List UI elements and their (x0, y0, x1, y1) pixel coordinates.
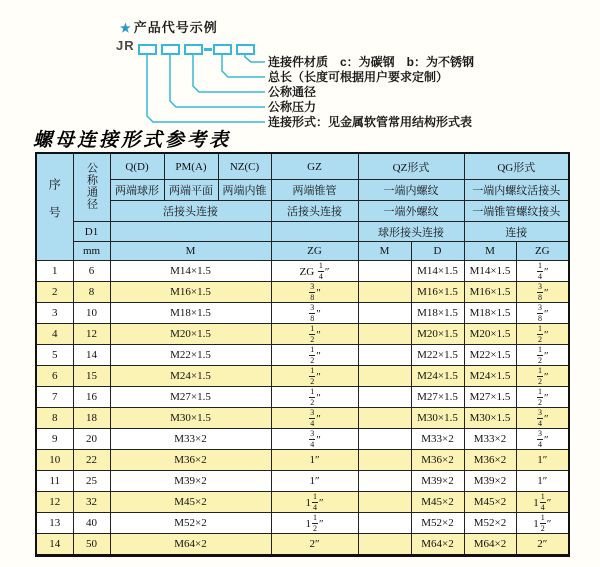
fraction: $\frac{1}{2}$ (537, 344, 542, 365)
fraction: $\frac{3}{4}$ (537, 407, 542, 428)
code-box-3 (185, 45, 202, 54)
header-group-nzc: NZ(C) (218, 153, 271, 180)
code-box-2 (162, 45, 179, 54)
cell-zg-qg: 2″ (516, 534, 569, 556)
cell-dn-mm: 32 (73, 492, 110, 513)
cell-zg-qg: $\frac{1}{2}$ ″ (516, 345, 569, 366)
cell-m-qg: M45×2 (464, 492, 516, 513)
cell-m-qz (358, 303, 411, 324)
header-connection: 连接 (464, 222, 569, 242)
cell-m-qz (358, 450, 411, 471)
header-group-qd: Q(D) (110, 153, 164, 180)
cell-dn-mm: 40 (73, 513, 110, 534)
label-total-length: 总长（长度可根据用户要求定制） (268, 70, 449, 84)
cell-d-qz: M24×1.5 (411, 366, 464, 387)
label-connector-material: 连接件材质 c：为碳钢 b：为不锈钢 (268, 55, 475, 69)
cell-m-qz (358, 408, 411, 429)
cell-m-main: M64×2 (110, 534, 271, 556)
header-ball-joint-connection: 球形接头连接 (358, 222, 464, 242)
table-row (36, 408, 569, 429)
cell-serial: 3 (36, 303, 73, 324)
cell-d-qz: M16×1.5 (411, 282, 464, 303)
cell-serial: 6 (36, 366, 73, 387)
header-qd-desc: 两端球形 (110, 180, 164, 201)
table-body (36, 261, 569, 556)
cell-m-qg: M52×2 (464, 513, 516, 534)
cell-zg-qg: $\frac{1}{4}$ ″ (516, 261, 569, 282)
cell-m-qz (358, 492, 411, 513)
table-row (36, 471, 569, 492)
cell-zg-gz: $\frac{1}{2}$ ″ (271, 345, 358, 366)
header-group-pma: PM(A) (164, 153, 218, 180)
fraction: $\frac{1}{4}$ (540, 491, 545, 512)
cell-d-qz: M18×1.5 (411, 303, 464, 324)
fraction: $\frac{1}{2}$ (310, 323, 315, 344)
header-pma-desc: 两端平面 (164, 180, 218, 201)
cell-m-qz (358, 387, 411, 408)
cell-serial: 9 (36, 429, 73, 450)
fraction: $\frac{1}{4}$ (537, 260, 542, 281)
cell-dn-mm: 14 (73, 345, 110, 366)
cell-dn-mm: 16 (73, 387, 110, 408)
header-nominal-diameter (73, 153, 110, 222)
leader-line-diameter (193, 54, 265, 92)
cell-m-main: M14×1.5 (110, 261, 271, 282)
cell-serial: 5 (36, 345, 73, 366)
cell-zg-gz: ZG $\frac{1}{4}$ ″ (271, 261, 358, 282)
cell-m-qg: M33×2 (464, 429, 516, 450)
table-row (36, 429, 569, 450)
cell-m-main: M24×1.5 (110, 366, 271, 387)
header-empty-2 (271, 222, 358, 242)
header-union-connection-2: 活接头连接 (271, 201, 358, 222)
label-nominal-diameter: 公称通径 (268, 85, 317, 99)
fraction: $\frac{1}{2}$ (312, 512, 317, 533)
cell-m-main: M20×1.5 (110, 324, 271, 345)
cell-m-qz (358, 324, 411, 345)
header-unit-m-qz: M (358, 242, 411, 261)
cell-m-qg: M16×1.5 (464, 282, 516, 303)
fraction: $\frac{3}{4}$ (310, 428, 315, 449)
table-row (36, 261, 569, 282)
table-title: 螺母连接形式参考表 (33, 129, 232, 151)
cell-dn-mm: 15 (73, 366, 110, 387)
cell-zg-gz: 1 $\frac{1}{2}$ ″ (271, 513, 358, 534)
cell-dn-mm: 25 (73, 471, 110, 492)
fraction: $\frac{1}{2}$ (537, 365, 542, 386)
fraction: $\frac{3}{8}$ (310, 281, 315, 302)
fraction: $\frac{1}{4}$ (312, 491, 317, 512)
leader-line-group (147, 54, 265, 122)
leader-line-form (147, 54, 265, 122)
table-row (36, 282, 569, 303)
cell-zg-gz: 2″ (271, 534, 358, 556)
header-empty-1 (110, 222, 271, 242)
cell-serial: 12 (36, 492, 73, 513)
cell-m-qz (358, 261, 411, 282)
table-row (36, 492, 569, 513)
code-box-group (139, 45, 254, 54)
cell-m-qg: M24×1.5 (464, 366, 516, 387)
header-group-gz: GZ (271, 153, 358, 180)
cell-zg-qg: $\frac{3}{8}$ ″ (516, 282, 569, 303)
cell-m-qg: M30×1.5 (464, 408, 516, 429)
header-group-qg: QG形式 (464, 153, 569, 180)
header-unit-m-main: M (110, 242, 271, 261)
cell-zg-qg: $\frac{3}{8}$ ″ (516, 303, 569, 324)
fraction: $\frac{3}{8}$ (537, 302, 542, 323)
cell-zg-gz: 1 $\frac{1}{4}$ ″ (271, 492, 358, 513)
cell-serial: 10 (36, 450, 73, 471)
table-row (36, 324, 569, 345)
header-union-connection-1: 活接头连接 (110, 201, 271, 222)
fraction: $\frac{3}{4}$ (537, 428, 542, 449)
label-connection-form: 连接形式：见金属软管常用结构形式表 (268, 115, 473, 129)
header-unit-zg-gz: ZG (271, 242, 358, 261)
fraction: $\frac{3}{8}$ (310, 302, 315, 323)
cell-m-qg: M39×2 (464, 471, 516, 492)
nut-connection-table (35, 152, 570, 557)
cell-m-qz (358, 282, 411, 303)
cell-m-qz (358, 534, 411, 556)
fraction: $\frac{1}{2}$ (310, 386, 315, 407)
leader-line-length (222, 54, 265, 77)
cell-m-main: M22×1.5 (110, 345, 271, 366)
table-row (36, 450, 569, 471)
cell-zg-gz: 1″ (271, 471, 358, 492)
leader-line-material (245, 54, 265, 62)
code-box-5 (237, 45, 254, 54)
cell-zg-gz: $\frac{1}{2}$ ″ (271, 324, 358, 345)
cell-zg-qg: 1″ (516, 471, 569, 492)
cell-m-qg: M18×1.5 (464, 303, 516, 324)
header-qz-desc: 一端内螺纹 (358, 180, 464, 201)
cell-dn-mm: 8 (73, 282, 110, 303)
cell-serial: 11 (36, 471, 73, 492)
cell-m-qg: M20×1.5 (464, 324, 516, 345)
fraction: $\frac{1}{2}$ (537, 323, 542, 344)
cell-serial: 8 (36, 408, 73, 429)
header-qz-desc2: 一端外螺纹 (358, 201, 464, 222)
header-gz-desc: 两端锥管 (271, 180, 358, 201)
star-icon: ★ (120, 21, 132, 35)
table-row (36, 534, 569, 556)
cell-serial: 2 (36, 282, 73, 303)
fraction: $\frac{1}{2}$ (537, 386, 542, 407)
cell-zg-qg: $\frac{3}{4}$ ″ (516, 408, 569, 429)
table-row (36, 513, 569, 534)
cell-m-qz (358, 345, 411, 366)
cell-m-qz (358, 513, 411, 534)
table-row (36, 387, 569, 408)
cell-m-main: M52×2 (110, 513, 271, 534)
cell-m-qg: M14×1.5 (464, 261, 516, 282)
cell-zg-qg: $\frac{1}{2}$ ″ (516, 324, 569, 345)
cell-d-qz: M27×1.5 (411, 387, 464, 408)
cell-d-qz: M64×2 (411, 534, 464, 556)
cell-m-main: M33×2 (110, 429, 271, 450)
header-qg-desc2: 一端锥管螺纹接头 (464, 201, 569, 222)
cell-zg-qg: 1 $\frac{1}{2}$ ″ (516, 513, 569, 534)
cell-dn-mm: 18 (73, 408, 110, 429)
cell-dn-mm: 10 (73, 303, 110, 324)
table-row (36, 345, 569, 366)
cell-m-qz (358, 471, 411, 492)
cell-d-qz: M14×1.5 (411, 261, 464, 282)
header-d1: D1 (73, 222, 110, 242)
code-box-1 (139, 45, 156, 54)
label-nominal-pressure: 公称压力 (268, 100, 317, 114)
diagram-title-text: 产品代号示例 (133, 20, 218, 35)
cell-m-main: M18×1.5 (110, 303, 271, 324)
header-unit-zg-qg: ZG (516, 242, 569, 261)
header-qg-desc: 一端内螺纹活接头 (464, 180, 569, 201)
cell-serial: 14 (36, 534, 73, 556)
fraction: $\frac{3}{8}$ (537, 281, 542, 302)
cell-zg-qg: $\frac{3}{4}$ ″ (516, 429, 569, 450)
cell-zg-qg: $\frac{1}{2}$ ″ (516, 387, 569, 408)
cell-d-qz: M36×2 (411, 450, 464, 471)
cell-serial: 7 (36, 387, 73, 408)
cell-d-qz: M39×2 (411, 471, 464, 492)
cell-zg-gz: $\frac{3}{8}$ ″ (271, 303, 358, 324)
header-mm: mm (73, 242, 110, 261)
cell-zg-qg: 1″ (516, 450, 569, 471)
code-box-4 (214, 45, 231, 54)
cell-serial: 13 (36, 513, 73, 534)
code-dash (204, 48, 212, 51)
cell-m-qz (358, 366, 411, 387)
cell-serial: 4 (36, 324, 73, 345)
fraction: $\frac{1}{4}$ (318, 260, 323, 281)
cell-dn-mm: 12 (73, 324, 110, 345)
fraction: $\frac{1}{2}$ (310, 344, 315, 365)
cell-d-qz: M33×2 (411, 429, 464, 450)
cell-dn-mm: 50 (73, 534, 110, 556)
cell-zg-gz: $\frac{1}{2}$ ″ (271, 366, 358, 387)
header-group-qz: QZ形式 (358, 153, 464, 180)
cell-serial: 1 (36, 261, 73, 282)
cell-zg-gz: $\frac{3}{4}$ ″ (271, 429, 358, 450)
cell-dn-mm: 20 (73, 429, 110, 450)
code-prefix: JR (116, 38, 135, 53)
cell-zg-qg: $\frac{1}{2}$ ″ (516, 366, 569, 387)
header-unit-m-qg: M (464, 242, 516, 261)
table-row (36, 303, 569, 324)
header-nzc-desc: 两端内锥 (218, 180, 271, 201)
cell-d-qz: M20×1.5 (411, 324, 464, 345)
cell-m-qg: M27×1.5 (464, 387, 516, 408)
cell-m-qg: M36×2 (464, 450, 516, 471)
header-unit-d-qz: D (411, 242, 464, 261)
cell-d-qz: M45×2 (411, 492, 464, 513)
cell-m-main: M30×1.5 (110, 408, 271, 429)
cell-m-qz (358, 429, 411, 450)
header-serial (36, 153, 73, 261)
cell-dn-mm: 6 (73, 261, 110, 282)
cell-zg-gz: $\frac{1}{2}$ ″ (271, 387, 358, 408)
header-serial-label: 序号 (47, 177, 62, 234)
cell-m-main: M16×1.5 (110, 282, 271, 303)
cell-m-main: M39×2 (110, 471, 271, 492)
cell-d-qz: M22×1.5 (411, 345, 464, 366)
cell-m-main: M36×2 (110, 450, 271, 471)
cell-zg-gz: $\frac{3}{4}$ ″ (271, 408, 358, 429)
table-header (36, 153, 569, 261)
cell-m-qg: M22×1.5 (464, 345, 516, 366)
cell-m-main: M45×2 (110, 492, 271, 513)
cell-m-main: M27×1.5 (110, 387, 271, 408)
cell-zg-gz: $\frac{3}{8}$ ″ (271, 282, 358, 303)
fraction: $\frac{1}{2}$ (540, 512, 545, 533)
fraction: $\frac{1}{2}$ (310, 365, 315, 386)
cell-d-qz: M52×2 (411, 513, 464, 534)
cell-zg-gz: 1″ (271, 450, 358, 471)
cell-zg-qg: 1 $\frac{1}{4}$ ″ (516, 492, 569, 513)
cell-m-qg: M64×2 (464, 534, 516, 556)
cell-d-qz: M30×1.5 (411, 408, 464, 429)
fraction: $\frac{3}{4}$ (310, 407, 315, 428)
cell-dn-mm: 22 (73, 450, 110, 471)
header-nominal-diameter-label: 公称通径 (85, 162, 98, 210)
table-row (36, 366, 569, 387)
diagram-title (120, 17, 218, 36)
